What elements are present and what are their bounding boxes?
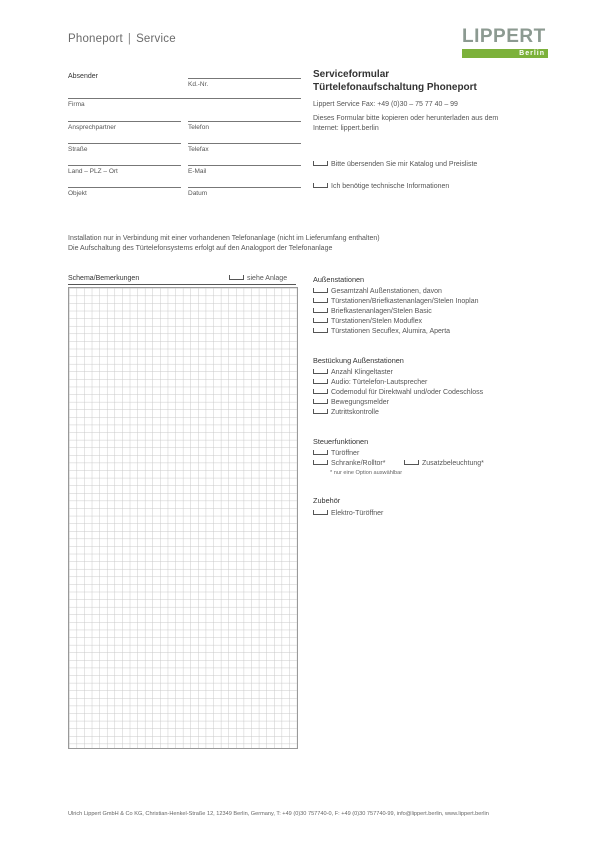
checkbox-tueroeffner[interactable] <box>313 450 328 455</box>
ansprechpartner-label: Ansprechpartner <box>68 124 117 131</box>
aussen-item-label: Türstationen Secuflex, Alumira, Aperta <box>331 328 451 335</box>
siehe-anlage-label: siehe Anlage <box>247 275 288 282</box>
bestueckung-item[interactable] <box>313 388 483 398</box>
strasse-label: Straße <box>68 146 88 153</box>
aussen-item-label: Türstationen/Briefkastenanlagen/Stelen Inoplan <box>331 298 479 305</box>
checkbox[interactable] <box>313 298 328 303</box>
header-section: Service <box>136 33 176 45</box>
aussen-item[interactable] <box>313 287 479 297</box>
option-katalog[interactable] <box>313 160 477 170</box>
schema-title: Schema/Bemerkungen <box>68 275 140 282</box>
bestueckung-item[interactable] <box>313 378 483 388</box>
aussen-item[interactable] <box>313 317 479 327</box>
footer-address: Ulrich Lippert GmbH & Co KG, Christian-Henkel-Straße 12, 12349 Berlin, Germany, T: +49 (0)30 757740-0, F: +49 (0)30 757740-99, info@lippert.berlin, www.lippert.berlin <box>68 811 489 817</box>
option-zusatzbeleuchtung[interactable] <box>404 459 484 469</box>
land-plz-ort-field[interactable] <box>68 165 181 166</box>
telefax-field[interactable] <box>188 143 301 144</box>
aussen-item[interactable] <box>313 307 479 317</box>
checkbox[interactable] <box>313 308 328 313</box>
option-schranke[interactable] <box>313 459 385 469</box>
checkbox[interactable] <box>313 369 328 374</box>
checkbox[interactable] <box>313 288 328 293</box>
checkbox-katalog[interactable] <box>313 161 328 166</box>
service-fax: Lippert Service Fax: +49 (0)30 – 75 77 40 – 99 <box>313 101 458 108</box>
datum-field[interactable] <box>188 187 301 188</box>
email-field[interactable] <box>188 165 301 166</box>
header-product: Phoneport <box>68 33 123 45</box>
checkbox-elektro-tueroeffner[interactable] <box>313 510 328 515</box>
schranke-label: Schranke/Rolltor* <box>331 460 386 467</box>
zubehoer-title: Zubehör <box>313 496 341 505</box>
checkbox[interactable] <box>313 399 328 404</box>
bestueckung-item[interactable] <box>313 398 483 408</box>
land-plz-ort-label: Land – PLZ – Ort <box>68 168 118 175</box>
steuerfunktionen-title: Steuerfunktionen <box>313 437 369 446</box>
option-tueroeffner[interactable] <box>313 449 359 459</box>
option-elektro-tueroeffner[interactable] <box>313 509 383 519</box>
schema-title-underline <box>68 284 296 285</box>
header-separator: | <box>127 33 132 45</box>
telefon-field[interactable] <box>188 121 301 122</box>
logo-sub: Berlin <box>462 49 548 58</box>
bestueckung-title: Bestückung Außenstationen <box>313 356 404 365</box>
ansprechpartner-field[interactable] <box>68 121 181 122</box>
bestueckung-list <box>313 368 483 418</box>
aussenstationen-title: Außenstationen <box>313 275 365 284</box>
checkbox[interactable] <box>313 389 328 394</box>
download-info-line2: Internet: lippert.berlin <box>313 125 379 132</box>
kdnr-label: Kd.-Nr. <box>188 81 209 88</box>
checkbox-siehe-anlage[interactable] <box>229 275 244 280</box>
elektro-tueroeffner-label: Elektro-Türöffner <box>331 510 384 517</box>
bestueckung-item[interactable] <box>313 408 483 418</box>
absender-label: Absender <box>68 73 98 80</box>
objekt-field[interactable] <box>68 187 181 188</box>
page-header <box>68 33 176 45</box>
bestueckung-item-label: Audio: Türtelefon-Lautsprecher <box>331 379 428 386</box>
bestueckung-item-label: Anzahl Klingeltaster <box>331 369 393 376</box>
bestueckung-item-label: Codemodul für Direktwahl und/oder Codeschloss <box>331 389 484 396</box>
option-siehe-anlage[interactable] <box>229 274 287 284</box>
telefax-label: Telefax <box>188 146 209 153</box>
tueroeffner-label: Türöffner <box>331 450 360 457</box>
checkbox-zusatzbeleuchtung[interactable] <box>404 460 419 465</box>
bestueckung-item-label: Zutrittskontrolle <box>331 409 379 416</box>
datum-label: Datum <box>188 190 208 197</box>
email-label: E-Mail <box>188 168 207 175</box>
strasse-field[interactable] <box>68 143 181 144</box>
checkbox-schranke[interactable] <box>313 460 328 465</box>
lippert-logo <box>462 27 548 58</box>
checkbox[interactable] <box>313 318 328 323</box>
bestueckung-item-label: Bewegungsmelder <box>331 399 389 406</box>
form-title-line1: Serviceformular <box>313 69 390 80</box>
option-tech-info-label: Ich benötige technische Informationen <box>331 183 450 190</box>
download-info-line1: Dieses Formular bitte kopieren oder herunterladen aus dem <box>313 115 499 122</box>
logo-word: LIPPERT <box>462 26 546 47</box>
aussenstationen-list <box>313 287 479 337</box>
bestueckung-item[interactable] <box>313 368 483 378</box>
telefon-label: Telefon <box>188 124 209 131</box>
zusatzbeleuchtung-label: Zusatzbeleuchtung* <box>422 460 484 467</box>
aussen-item[interactable] <box>313 327 479 337</box>
aussen-item[interactable] <box>313 297 479 307</box>
install-note-line1: Installation nur in Verbindung mit einer vorhandenen Telefonanlage (nicht im Lieferumfang enthalten) <box>68 235 380 242</box>
checkbox-tech-info[interactable] <box>313 183 328 188</box>
option-tech-info[interactable] <box>313 182 449 192</box>
form-title <box>313 68 477 94</box>
checkbox[interactable] <box>313 328 328 333</box>
schema-grid[interactable] <box>68 287 298 749</box>
checkbox[interactable] <box>313 379 328 384</box>
objekt-label: Objekt <box>68 190 87 197</box>
aussen-item-label: Briefkastenanlagen/Stelen Basic <box>331 308 432 315</box>
firma-label: Firma <box>68 101 85 108</box>
firma-field[interactable] <box>68 98 301 99</box>
aussen-item-label: Gesamtzahl Außenstationen, davon <box>331 288 442 295</box>
form-title-line2: Türtelefonaufschaltung Phoneport <box>313 82 477 93</box>
option-katalog-label: Bitte übersenden Sie mir Katalog und Preisliste <box>331 161 478 168</box>
aussen-item-label: Türstationen/Stelen Moduflex <box>331 318 423 325</box>
steuer-note: * nur eine Option auswählbar <box>330 470 403 476</box>
install-note-line2: Die Aufschaltung des Türtelefonsystems erfolgt auf den Analogport der Telefonanlage <box>68 245 333 252</box>
kdnr-field[interactable] <box>188 78 301 79</box>
checkbox[interactable] <box>313 409 328 414</box>
